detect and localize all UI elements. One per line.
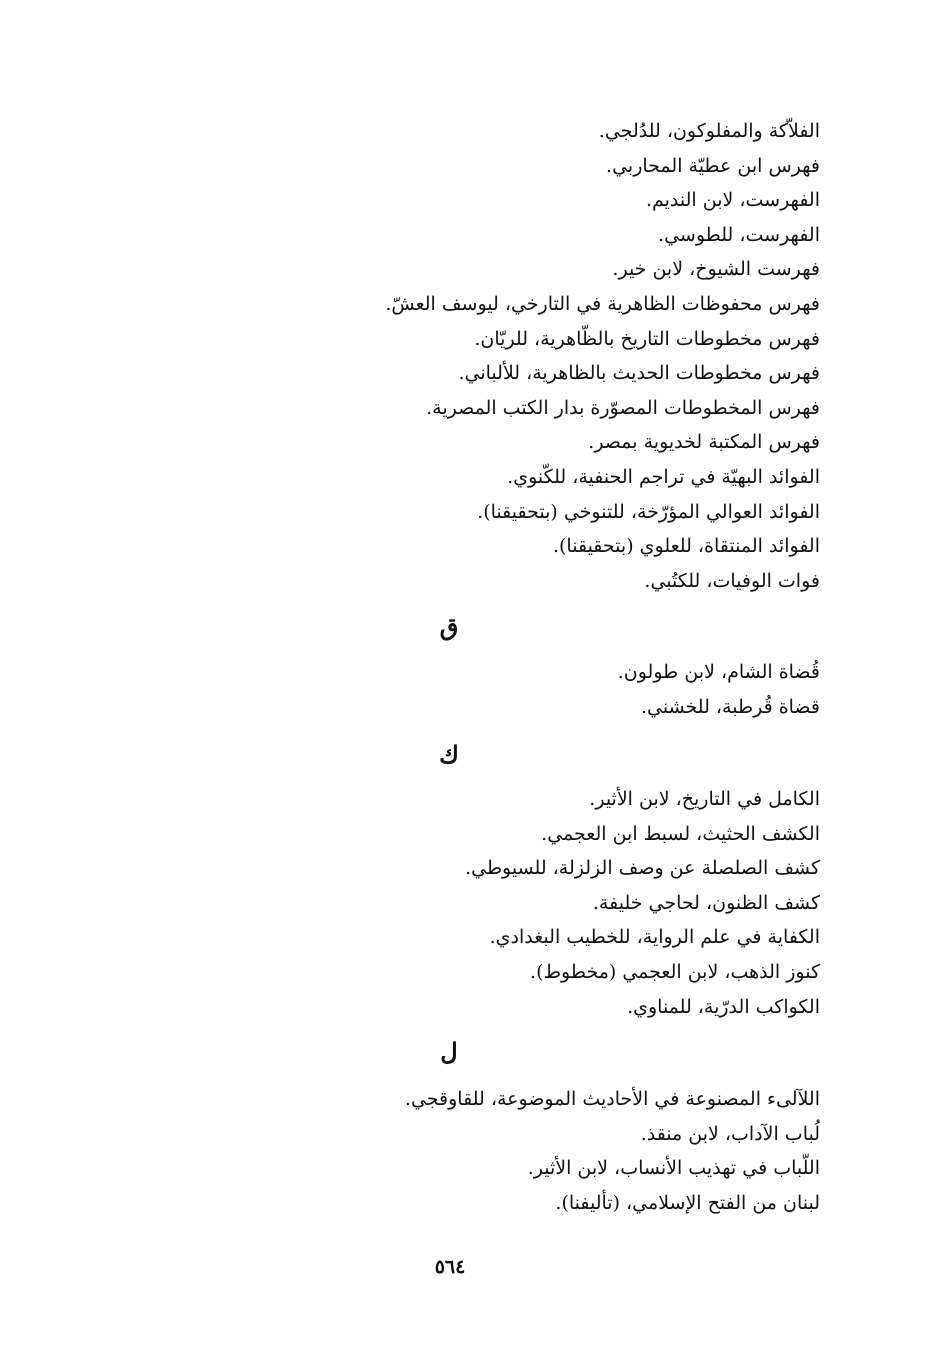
entry-list-lam xyxy=(405,1082,820,1220)
list-item: فهرس محفوظات الظاهرية في التارخي، ليوسف العشّ. xyxy=(385,292,820,315)
list-item: الفوائد المنتقاة، للعلوي (بتحقيقنا). xyxy=(552,535,820,558)
section-heading-lam: ل xyxy=(440,1037,458,1066)
list-item: الفلاّكة والمفلوكون، للدُلجي. xyxy=(598,120,820,142)
list-item: كنوز الذهب، لابن العجمي (مخطوط). xyxy=(530,960,820,983)
list-item: كشف الصلصلة عن وصف الزلزلة، للسيوطي. xyxy=(465,857,820,880)
list-item: فهرس المكتبة لخديوية بمصر. xyxy=(588,431,820,454)
section-heading-qaf: ق xyxy=(439,612,459,641)
list-item: الكواكب الدرّية، للمناوي. xyxy=(627,995,820,1018)
list-item: الفوائد البهيّة في تراجم الحنفية، للكّنوي. xyxy=(507,465,820,488)
list-item: فوات الوفيات، للكتُبي. xyxy=(644,569,820,592)
entry-list-qaf xyxy=(618,655,820,724)
list-item: لُباب الآداب، لابن منقذ. xyxy=(640,1122,820,1145)
list-item: الفهرست، للطوسي. xyxy=(658,223,820,246)
list-item: اللآلىء المصنوعة في الأحاديث الموضوعة، للقاوقجي. xyxy=(404,1088,820,1110)
list-item: كشف الظنون، لحاجي خليفة. xyxy=(592,891,820,914)
list-item: قضاة قُرطبة، للخشني. xyxy=(640,695,820,718)
list-item: الكامل في التاريخ، لابن الأثير. xyxy=(589,788,820,810)
list-item: الكفاية في علم الرواية، للخطيب البغدادي. xyxy=(489,926,820,949)
list-item: فهرست الشيوخ، لابن خير. xyxy=(612,258,820,281)
list-item: الفهرست، لابن النديم. xyxy=(645,189,820,212)
list-item: فهرس مخطوطات الحديث بالظاهرية، للألباني. xyxy=(458,362,820,385)
list-item: فهرس المخطوطات المصوّرة بدار الكتب المصرية. xyxy=(426,396,820,419)
entry-list-kaf xyxy=(465,782,820,1024)
list-item: الفوائد العوالي المؤرّخة، للتنوخي (بتحقيقنا). xyxy=(477,500,820,523)
section-heading-kaf: ك xyxy=(439,740,459,769)
entry-list-fa xyxy=(385,114,820,598)
list-item: فهرس ابن عطيّة المحاربي. xyxy=(606,154,820,177)
list-item: الكشف الحثيث، لسبط ابن العجمي. xyxy=(541,822,820,845)
page-number: ٥٦٤ xyxy=(434,1256,466,1278)
list-item: فهرس مخطوطات التاريخ بالظّاهرية، للريّان. xyxy=(474,327,820,350)
list-item: قُضاة الشام، لابن طولون. xyxy=(617,661,820,683)
list-item: لبنان من الفتح الإسلامي، (تأليفنا). xyxy=(555,1191,820,1214)
list-item: اللّباب في تهذيب الأنساب، لابن الأثير. xyxy=(527,1157,820,1180)
